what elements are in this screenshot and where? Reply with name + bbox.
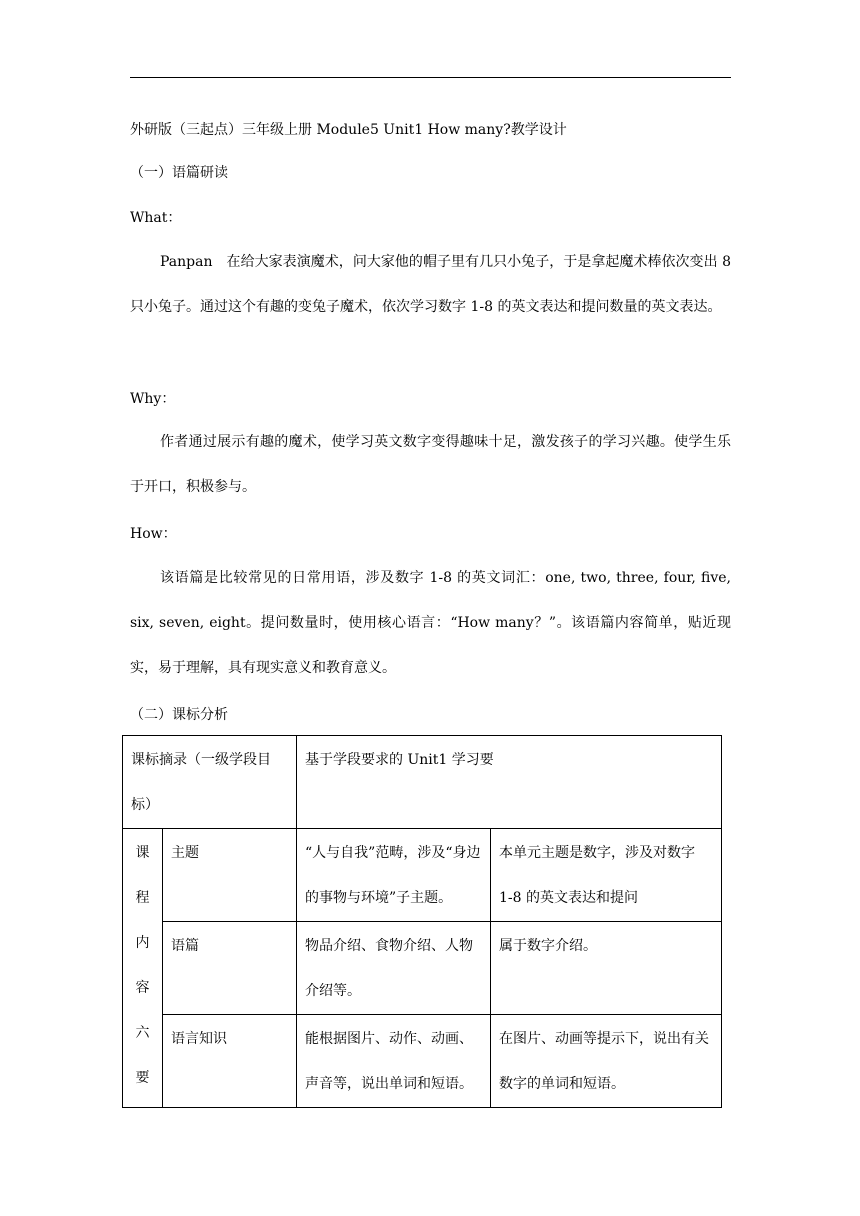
row-text-standard: 物品介绍、食物介绍、人物介绍等。 [297, 922, 491, 1015]
why-paragraph: 作者通过展示有趣的魔术，使学习英文数字变得趣味十足，激发孩子的学习兴趣。使学生乐于开口，积极参与。 [130, 434, 731, 495]
header-unit-requirements: 基于学段要求的 Unit1 学习要 [297, 736, 722, 829]
what-paragraph: Panpan 在给大家表演魔术，问大家他的帽子里有几只小兔子，于是拿起魔术棒依次变出 8 只小兔子。通过这个有趣的变兔子魔术，依次学习数字 1-8 的英文表达和提问数量的英文表达。 [130, 254, 731, 315]
document-title: 外研版（三起点）三年级上册 Module5 Unit1 How many?教学设计 [130, 122, 567, 138]
section-heading-standards: （二）课标分析 [130, 707, 228, 723]
row-text-label: 语篇 [163, 922, 297, 1015]
table-row [123, 922, 722, 1015]
row-language-label: 语言知识 [163, 1015, 297, 1108]
header-standard-excerpt: 课标摘录（一级学段目标） [123, 736, 297, 829]
how-paragraph: 该语篇是比较常见的日常用语，涉及数字 1-8 的英文词汇：one, two, three, four, five, six, seven, eight。提问数量时，使用核心语言：“How many？”。该语篇内容简单，贴近现实，易于理解，具有现实意义和教育意义。 [130, 570, 731, 676]
how-label: How： [130, 526, 177, 542]
row-text-unit: 属于数字介绍。 [491, 922, 722, 1015]
standards-table [122, 735, 722, 1108]
row-topic-standard: “人与自我”范畴，涉及“身边的事物与环境”子主题。 [297, 829, 491, 922]
table-row [123, 829, 722, 922]
row-language-unit: 在图片、动画等提示下，说出有关数字的单词和短语。 [491, 1015, 722, 1108]
row-language-standard: 能根据图片、动作、动画、声音等，说出单词和短语。 [297, 1015, 491, 1108]
section-heading-text-analysis: （一）语篇研读 [130, 165, 228, 181]
vertical-label-curriculum-content: 课 程 内 容 六 要 [123, 829, 163, 1108]
what-label: What： [130, 210, 182, 226]
table-header-row [123, 736, 722, 829]
header-rule [130, 77, 731, 78]
row-topic-unit: 本单元主题是数字，涉及对数字 1-8 的英文表达和提问 [491, 829, 722, 922]
row-topic-label: 主题 [163, 829, 297, 922]
why-label: Why： [130, 391, 176, 407]
table-row [123, 1015, 722, 1108]
